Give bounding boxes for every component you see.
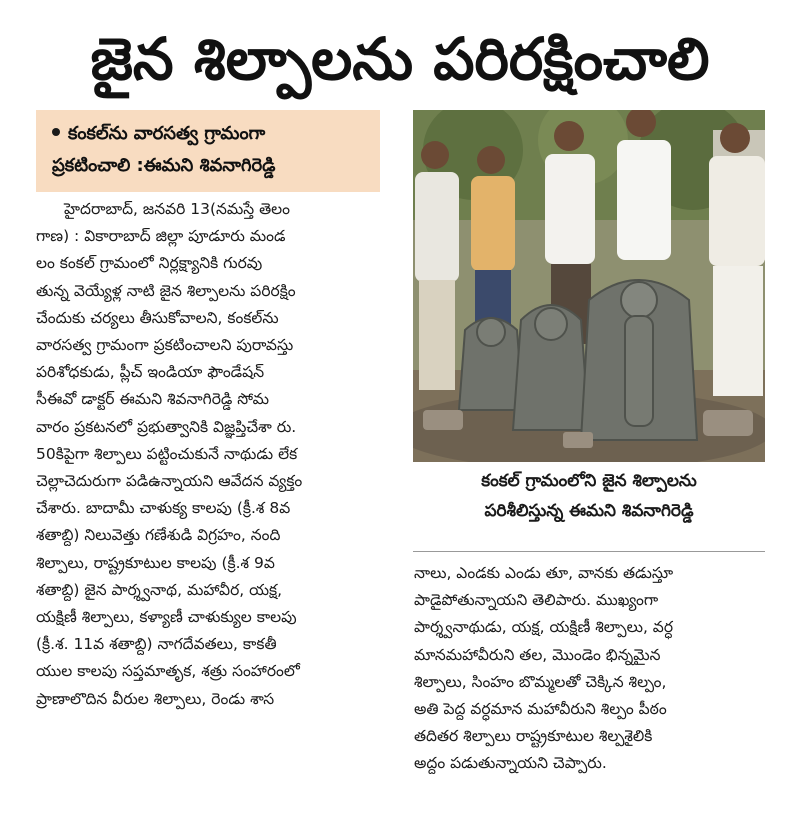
article-line: శిల్పాలు, రాష్ట్రకూటుల కాలపు (క్రీ.శ 9వ [36, 553, 275, 572]
article-column-right [414, 560, 764, 830]
article-line: శిల్పాలు, సింహం బొమ్మలతో చెక్కిన శిల్పం, [414, 672, 667, 691]
article-line: చేశారు. బాదామీ చాళుక్య కాలపు (క్రీ.శ 8వ [36, 499, 291, 518]
article-line: వారం ప్రకటనలో ప్రభుత్వానికి విజ్ఞప్తిచేశా రు. [36, 417, 297, 436]
article-line: మానమహావీరుని తల, మొండెం భిన్నమైన [414, 645, 661, 664]
article-line: నాలు, ఎండకు ఎండు తూ, వానకు తడుస్తూ [414, 564, 674, 582]
subhead-line-1 [52, 118, 370, 150]
article-column-left [36, 196, 388, 832]
photo-illustration [413, 110, 765, 462]
article-line: శతాబ్ది) నిలువెత్తు గణేశుడి విగ్రహం, నంది [36, 526, 281, 545]
article-line: పార్శ్వనాథుడు, యక్ష, యక్షిణీ శిల్పాలు, వర్ధ [414, 618, 674, 637]
subhead-line-2: ప్రకటించాలి :ఈమని శివనాగిరెడ్డి [52, 155, 276, 176]
caption-divider [413, 551, 765, 552]
article-line: చేందుకు చర్యలు తీసుకోవాలని, కంకల్‌ను [36, 308, 279, 327]
bullet-icon [52, 128, 60, 136]
subhead-text-1: కంకల్‌ను వారసత్వ గ్రామంగా [68, 123, 266, 144]
article-line: పరిశోధకుడు, ప్లీచ్ ఇండియా ఫౌండేషన్ [36, 363, 265, 382]
caption-line-2: పరిశీలిస్తున్న ఈమని శివనాగిరెడ్డి [484, 501, 694, 521]
article-line: తున్న వెయ్యేళ్ల నాటి జైన శిల్పాలను పరిరక్షిం [36, 281, 296, 300]
article-line: హైదరాబాద్, జనవరి 13(నమస్తే తెలం [64, 200, 291, 218]
article-line: అతి పెద్ద వర్ధమాన మహావీరుని శిల్పం పీఠం [414, 700, 667, 719]
caption-line-1: కంకల్ గ్రామంలోని జైన శిల్పాలను [481, 471, 697, 491]
article-line: అద్దం పడుతున్నాయని చెప్పారు. [414, 754, 607, 773]
article-line: చెల్లాచెదురుగా పడిఉన్నాయని ఆవేదన వ్యక్తం [36, 472, 303, 491]
article-line: వారసత్వ గ్రామంగా ప్రకటించాలని పురావస్తు [36, 336, 294, 355]
photo-caption [413, 466, 765, 546]
article-line: యక్షిణీ శిల్పాలు, కళ్యాణీ చాళుక్యుల కాలపు [36, 608, 297, 627]
article-line: తదితర శిల్పాలు రాష్ట్రకూటుల శిల్పశైలికి [414, 727, 653, 746]
article-line: 50కిపైగా శిల్పాలు పట్టించుకునే నాథుడు లేక [36, 444, 298, 463]
article-line: శతాబ్ది) జైన పార్శ్వనాథ, మహావీర, యక్ష, [36, 580, 283, 599]
news-photo [413, 110, 765, 462]
article-line: గాణ) : వికారాబాద్ జిల్లా పూడూరు మండ [36, 227, 286, 246]
subhead-box [36, 110, 380, 192]
article-line: యుల కాలపు సప్తమాతృక, శత్రు సంహారంలో [36, 662, 300, 681]
article-line: సీఈవో డాక్టర్ ఈమని శివనాగిరెడ్డి సోమ [36, 390, 269, 409]
article-line: పాడైపోతున్నాయని తెలిపారు. ముఖ్యంగా [414, 591, 659, 610]
article-line: లం కంకల్ గ్రామంలో నిర్లక్ష్యానికి గురవు [36, 254, 263, 273]
article-line: ప్రాణాలొదిన వీరుల శిల్పాలు, రెండు శాస [36, 689, 275, 708]
article-line: (క్రీ.శ. 11వ శతాబ్ది) నాగదేవతలు, కాకతీ [36, 635, 277, 654]
headline: జైన శిల్పాలను పరిరక్షించాలి [90, 25, 710, 93]
